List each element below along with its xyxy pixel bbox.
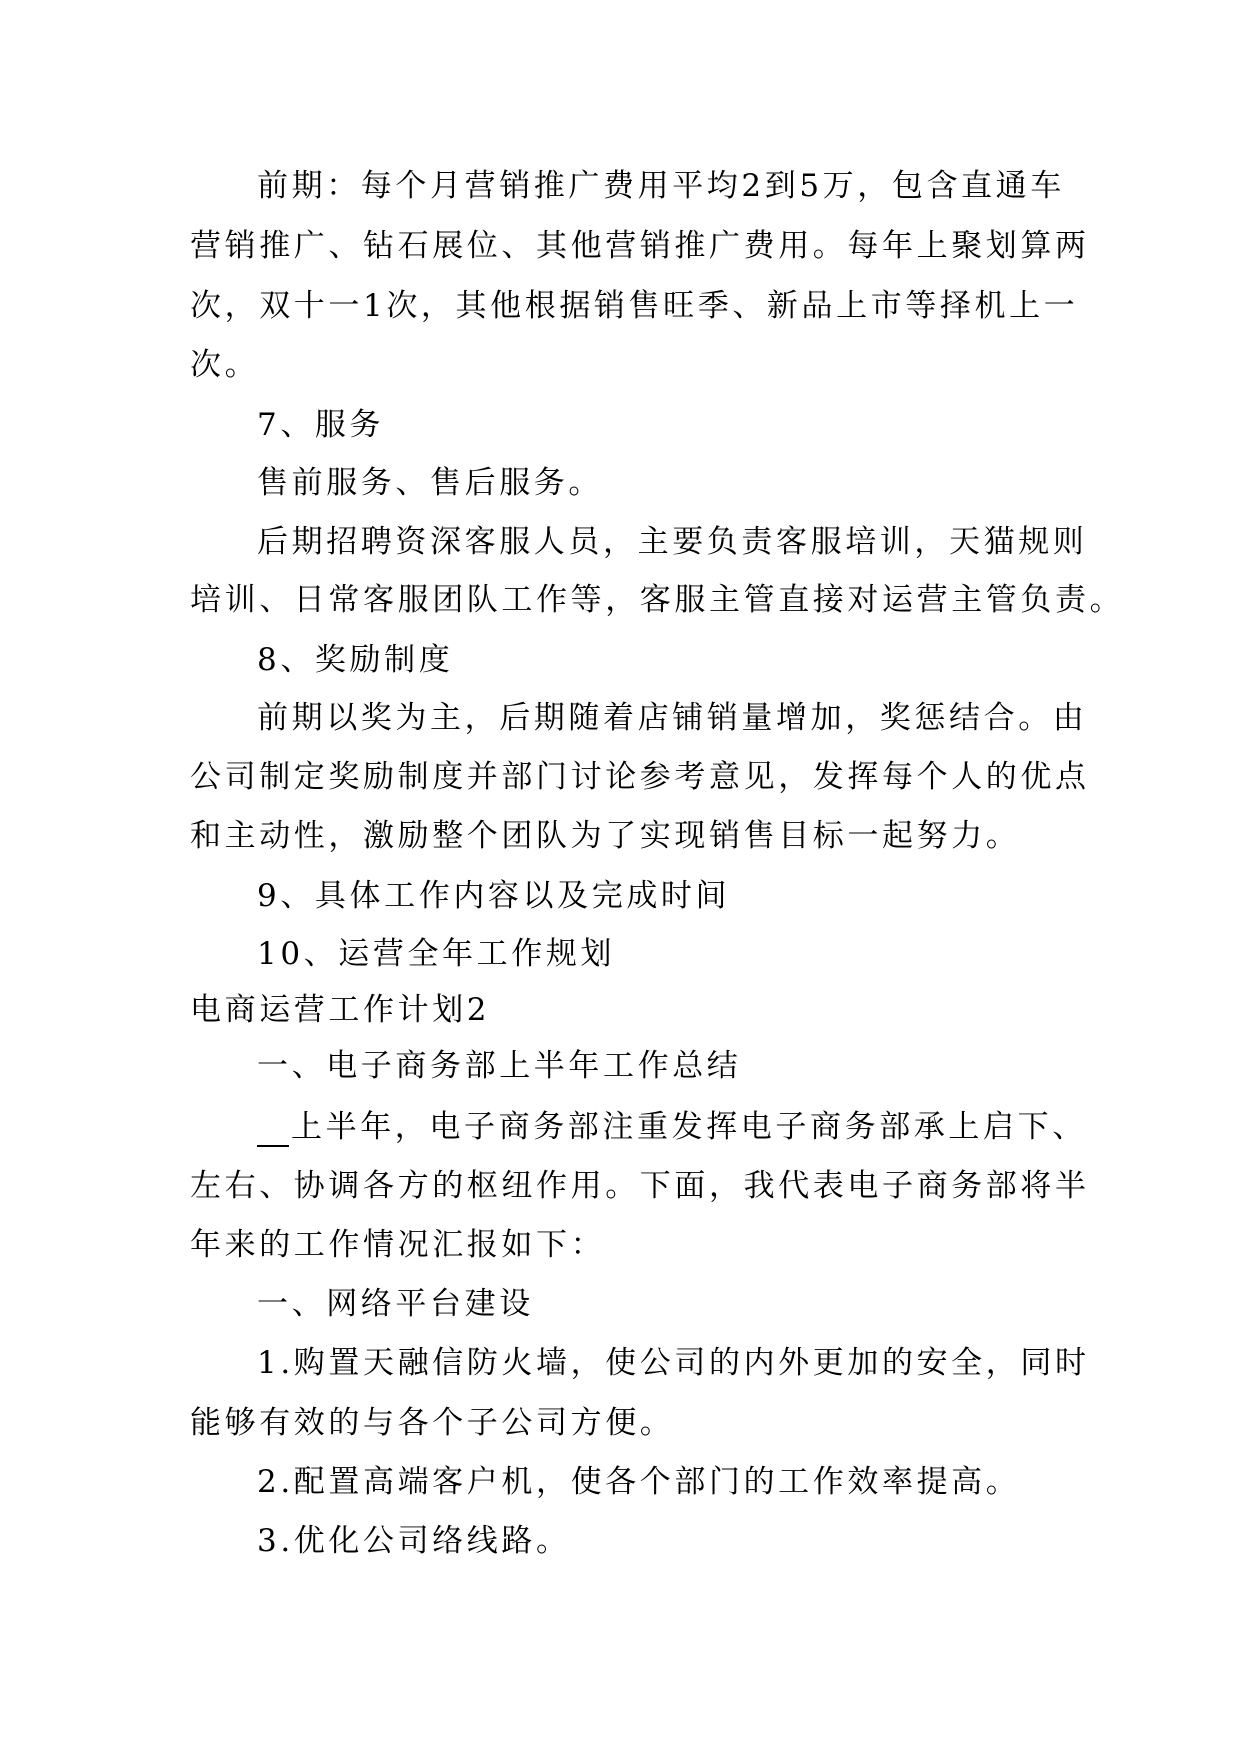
section-heading: 10、运营全年工作规划	[257, 936, 616, 972]
paragraph-line: 培训、日常客服团队工作等，客服主管直接对运营主管负责。	[190, 582, 1125, 618]
blank-underline	[257, 1115, 289, 1147]
paragraph-line: 后期招聘资深客服人员，主要负责客服培训，天猫规则	[257, 524, 1088, 560]
paragraph-line: 公司制定奖励制度并部门讨论参考意见，发挥每个人的优点	[190, 759, 1090, 795]
paragraph-line: 1.购置天融信防火墙，使公司的内外更加的安全，同时	[257, 1345, 1090, 1381]
paragraph-line: 能够有效的与各个子公司方便。	[190, 1405, 675, 1441]
paragraph-line: 次，双十一1次，其他根据销售旺季、新品上市等择机上一	[190, 288, 1079, 324]
section-heading: 一、电子商务部上半年工作总结	[257, 1048, 742, 1084]
paragraph-text: 上半年，电子商务部注重发挥电子商务部承上启下、	[291, 1109, 1087, 1145]
document-title: 电商运营工作计划2	[190, 992, 491, 1028]
section-heading: 7、服务	[257, 407, 385, 443]
paragraph-line: 左右、协调各方的枢纽作用。下面，我代表电子商务部将半	[190, 1168, 1090, 1204]
section-heading: 8、奖励制度	[257, 642, 454, 678]
paragraph-line: 前期：每个月营销推广费用平均2到5万，包含直通车	[257, 168, 1065, 204]
paragraph-line: 年来的工作情况汇报如下：	[190, 1227, 606, 1263]
paragraph-line: 2.配置高端客户机，使各个部门的工作效率提高。	[257, 1464, 1021, 1500]
paragraph-line: 3.优化公司络线路。	[257, 1523, 571, 1559]
paragraph-line: 营销推广、钻石展位、其他营销推广费用。每年上聚划算两	[190, 228, 1090, 264]
section-heading: 9、具体工作内容以及完成时间	[257, 878, 731, 914]
paragraph-line: 售前服务、售后服务。	[257, 465, 603, 501]
paragraph-line	[257, 1107, 1087, 1147]
paragraph-line: 和主动性，激励整个团队为了实现销售目标一起努力。	[190, 818, 1021, 854]
section-heading: 一、网络平台建设	[257, 1286, 534, 1322]
paragraph-line: 前期以奖为主，后期随着店铺销量增加，奖惩结合。由	[257, 700, 1088, 736]
paragraph-line: 次。	[190, 347, 260, 383]
